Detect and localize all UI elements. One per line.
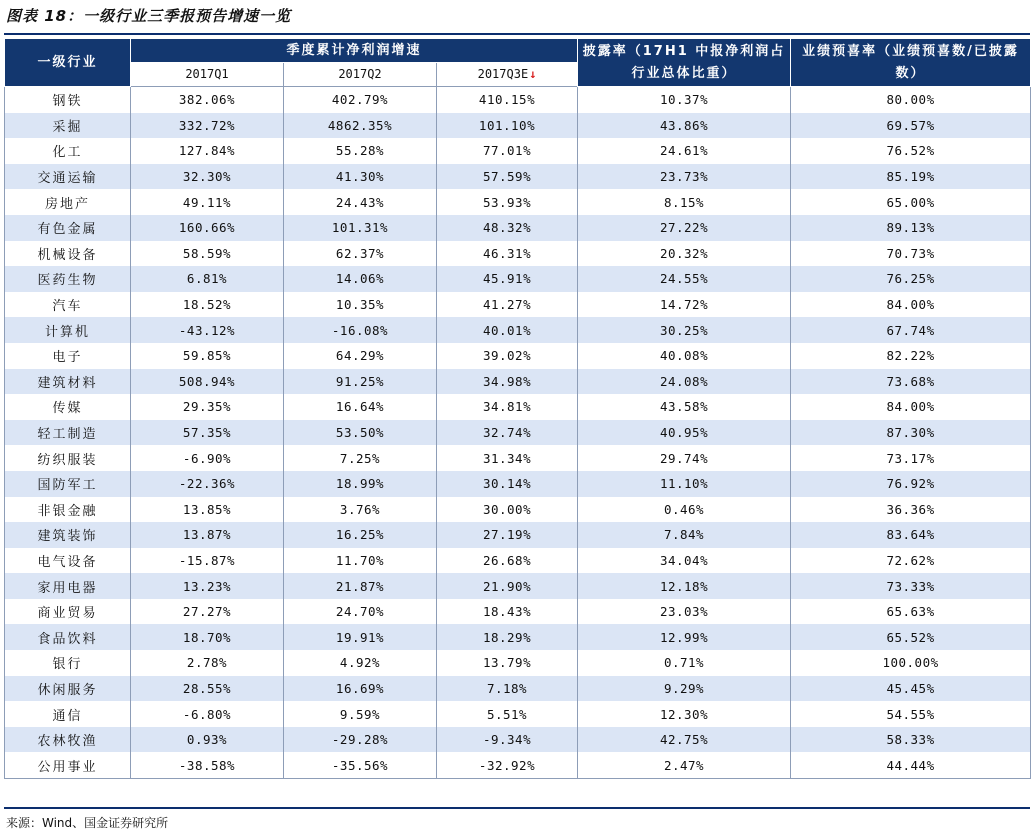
disclosure-rate-cell: 20.32% bbox=[578, 241, 791, 267]
q1-growth-cell: 18.52% bbox=[131, 292, 284, 318]
table-row bbox=[5, 445, 1031, 471]
industry-name-cell: 化工 bbox=[5, 138, 131, 164]
q2-growth-cell: 11.70% bbox=[284, 548, 437, 574]
q2-growth-cell: 3.76% bbox=[284, 497, 437, 523]
q2-growth-cell: -29.28% bbox=[284, 727, 437, 753]
industry-name-cell: 轻工制造 bbox=[5, 420, 131, 446]
q1-growth-cell: 13.23% bbox=[131, 573, 284, 599]
table-row bbox=[5, 394, 1031, 420]
q2-growth-cell: 402.79% bbox=[284, 87, 437, 113]
positive-rate-cell: 73.17% bbox=[791, 445, 1031, 471]
industry-name-cell: 公用事业 bbox=[5, 752, 131, 778]
disclosure-rate-cell: 0.46% bbox=[578, 497, 791, 523]
header-disclosure-rate: 披露率（17H1 中报净利润占行业总体比重） bbox=[578, 39, 791, 87]
industry-name-cell: 纺织服装 bbox=[5, 445, 131, 471]
disclosure-rate-cell: 0.71% bbox=[578, 650, 791, 676]
q3e-growth-cell: 7.18% bbox=[437, 676, 578, 702]
positive-rate-cell: 69.57% bbox=[791, 113, 1031, 139]
positive-rate-cell: 36.36% bbox=[791, 497, 1031, 523]
disclosure-rate-cell: 42.75% bbox=[578, 727, 791, 753]
industry-name-cell: 电气设备 bbox=[5, 548, 131, 574]
q3e-growth-cell: 32.74% bbox=[437, 420, 578, 446]
positive-rate-cell: 85.19% bbox=[791, 164, 1031, 190]
table-row bbox=[5, 266, 1031, 292]
q2-growth-cell: 53.50% bbox=[284, 420, 437, 446]
q2-growth-cell: 7.25% bbox=[284, 445, 437, 471]
table-row bbox=[5, 317, 1031, 343]
table-row bbox=[5, 138, 1031, 164]
q3e-growth-cell: 30.14% bbox=[437, 471, 578, 497]
table-row bbox=[5, 522, 1031, 548]
table-row bbox=[5, 189, 1031, 215]
industry-name-cell: 建筑材料 bbox=[5, 369, 131, 395]
table-row bbox=[5, 369, 1031, 395]
q3e-growth-cell: 46.31% bbox=[437, 241, 578, 267]
q3e-growth-cell: 77.01% bbox=[437, 138, 578, 164]
figure-title: 图表 18：一级行业三季报预告增速一览 bbox=[6, 7, 292, 25]
disclosure-rate-cell: 40.95% bbox=[578, 420, 791, 446]
table-row bbox=[5, 241, 1031, 267]
q1-growth-cell: -6.90% bbox=[131, 445, 284, 471]
table-row bbox=[5, 701, 1031, 727]
header-growth-group: 季度累计净利润增速 bbox=[131, 39, 578, 63]
q2-growth-cell: -35.56% bbox=[284, 752, 437, 778]
industry-name-cell: 非银金融 bbox=[5, 497, 131, 523]
disclosure-rate-cell: 30.25% bbox=[578, 317, 791, 343]
q3e-growth-cell: 410.15% bbox=[437, 87, 578, 113]
table-row bbox=[5, 420, 1031, 446]
q1-growth-cell: -38.58% bbox=[131, 752, 284, 778]
table-row bbox=[5, 650, 1031, 676]
q1-growth-cell: -15.87% bbox=[131, 548, 284, 574]
q2-growth-cell: 16.25% bbox=[284, 522, 437, 548]
table-row bbox=[5, 676, 1031, 702]
q2-growth-cell: 4862.35% bbox=[284, 113, 437, 139]
q3e-growth-cell: 101.10% bbox=[437, 113, 578, 139]
disclosure-rate-cell: 8.15% bbox=[578, 189, 791, 215]
q3e-growth-cell: 40.01% bbox=[437, 317, 578, 343]
positive-rate-cell: 87.30% bbox=[791, 420, 1031, 446]
positive-rate-cell: 44.44% bbox=[791, 752, 1031, 778]
q3e-growth-cell: 18.29% bbox=[437, 624, 578, 650]
industry-name-cell: 休闲服务 bbox=[5, 676, 131, 702]
q2-growth-cell: 4.92% bbox=[284, 650, 437, 676]
positive-rate-cell: 73.33% bbox=[791, 573, 1031, 599]
q3e-growth-cell: 18.43% bbox=[437, 599, 578, 625]
header-2017q3e[interactable] bbox=[437, 63, 578, 87]
q1-growth-cell: 13.87% bbox=[131, 522, 284, 548]
industry-growth-table bbox=[4, 38, 1031, 779]
disclosure-rate-cell: 23.03% bbox=[578, 599, 791, 625]
q2-growth-cell: 16.64% bbox=[284, 394, 437, 420]
positive-rate-cell: 45.45% bbox=[791, 676, 1031, 702]
table-row bbox=[5, 573, 1031, 599]
q1-growth-cell: 27.27% bbox=[131, 599, 284, 625]
q3e-growth-cell: 57.59% bbox=[437, 164, 578, 190]
q1-growth-cell: 127.84% bbox=[131, 138, 284, 164]
q2-growth-cell: 55.28% bbox=[284, 138, 437, 164]
header-2017q3e-label: 2017Q3E bbox=[477, 67, 529, 81]
industry-name-cell: 国防军工 bbox=[5, 471, 131, 497]
q3e-growth-cell: 21.90% bbox=[437, 573, 578, 599]
positive-rate-cell: 54.55% bbox=[791, 701, 1031, 727]
table-row bbox=[5, 497, 1031, 523]
positive-rate-cell: 76.92% bbox=[791, 471, 1031, 497]
positive-rate-cell: 89.13% bbox=[791, 215, 1031, 241]
table-row bbox=[5, 624, 1031, 650]
q2-growth-cell: 101.31% bbox=[284, 215, 437, 241]
q3e-growth-cell: 27.19% bbox=[437, 522, 578, 548]
q3e-growth-cell: 26.68% bbox=[437, 548, 578, 574]
industry-name-cell: 钢铁 bbox=[5, 87, 131, 113]
positive-rate-cell: 70.73% bbox=[791, 241, 1031, 267]
q1-growth-cell: 160.66% bbox=[131, 215, 284, 241]
positive-rate-cell: 72.62% bbox=[791, 548, 1031, 574]
q3e-growth-cell: 41.27% bbox=[437, 292, 578, 318]
header-2017q2: 2017Q2 bbox=[284, 63, 437, 87]
q3e-growth-cell: 39.02% bbox=[437, 343, 578, 369]
q1-growth-cell: 382.06% bbox=[131, 87, 284, 113]
q2-growth-cell: 14.06% bbox=[284, 266, 437, 292]
q1-growth-cell: 332.72% bbox=[131, 113, 284, 139]
q1-growth-cell: 57.35% bbox=[131, 420, 284, 446]
q2-growth-cell: 24.43% bbox=[284, 189, 437, 215]
industry-name-cell: 银行 bbox=[5, 650, 131, 676]
disclosure-rate-cell: 12.30% bbox=[578, 701, 791, 727]
industry-name-cell: 医药生物 bbox=[5, 266, 131, 292]
positive-rate-cell: 67.74% bbox=[791, 317, 1031, 343]
industry-name-cell: 传媒 bbox=[5, 394, 131, 420]
q2-growth-cell: -16.08% bbox=[284, 317, 437, 343]
table-row bbox=[5, 752, 1031, 778]
disclosure-rate-cell: 23.73% bbox=[578, 164, 791, 190]
positive-rate-cell: 65.00% bbox=[791, 189, 1031, 215]
positive-rate-cell: 82.22% bbox=[791, 343, 1031, 369]
q3e-growth-cell: -32.92% bbox=[437, 752, 578, 778]
table-row bbox=[5, 87, 1031, 113]
q1-growth-cell: 28.55% bbox=[131, 676, 284, 702]
q3e-growth-cell: 34.81% bbox=[437, 394, 578, 420]
positive-rate-cell: 73.68% bbox=[791, 369, 1031, 395]
industry-name-cell: 采掘 bbox=[5, 113, 131, 139]
q2-growth-cell: 9.59% bbox=[284, 701, 437, 727]
positive-rate-cell: 65.52% bbox=[791, 624, 1031, 650]
sort-down-arrow-icon: ↓ bbox=[529, 67, 537, 81]
q2-growth-cell: 64.29% bbox=[284, 343, 437, 369]
positive-rate-cell: 80.00% bbox=[791, 87, 1031, 113]
positive-rate-cell: 76.52% bbox=[791, 138, 1031, 164]
industry-name-cell: 家用电器 bbox=[5, 573, 131, 599]
q1-growth-cell: 6.81% bbox=[131, 266, 284, 292]
industry-name-cell: 建筑装饰 bbox=[5, 522, 131, 548]
disclosure-rate-cell: 12.18% bbox=[578, 573, 791, 599]
disclosure-rate-cell: 11.10% bbox=[578, 471, 791, 497]
disclosure-rate-cell: 12.99% bbox=[578, 624, 791, 650]
positive-rate-cell: 84.00% bbox=[791, 394, 1031, 420]
disclosure-rate-cell: 2.47% bbox=[578, 752, 791, 778]
q3e-growth-cell: 30.00% bbox=[437, 497, 578, 523]
disclosure-rate-cell: 24.55% bbox=[578, 266, 791, 292]
disclosure-rate-cell: 24.08% bbox=[578, 369, 791, 395]
q1-growth-cell: 13.85% bbox=[131, 497, 284, 523]
table-body bbox=[5, 87, 1031, 779]
table-row bbox=[5, 164, 1031, 190]
q2-growth-cell: 10.35% bbox=[284, 292, 437, 318]
positive-rate-cell: 84.00% bbox=[791, 292, 1031, 318]
table-row bbox=[5, 113, 1031, 139]
positive-rate-cell: 58.33% bbox=[791, 727, 1031, 753]
industry-name-cell: 房地产 bbox=[5, 189, 131, 215]
table-row bbox=[5, 292, 1031, 318]
q1-growth-cell: 2.78% bbox=[131, 650, 284, 676]
disclosure-rate-cell: 29.74% bbox=[578, 445, 791, 471]
industry-name-cell: 有色金属 bbox=[5, 215, 131, 241]
q3e-growth-cell: 34.98% bbox=[437, 369, 578, 395]
disclosure-rate-cell: 34.04% bbox=[578, 548, 791, 574]
disclosure-rate-cell: 40.08% bbox=[578, 343, 791, 369]
bottom-rule bbox=[4, 807, 1030, 809]
q2-growth-cell: 16.69% bbox=[284, 676, 437, 702]
disclosure-rate-cell: 9.29% bbox=[578, 676, 791, 702]
header-positive-rate: 业绩预喜率（业绩预喜数/已披露数） bbox=[791, 39, 1031, 87]
source-note: 来源：Wind、国金证券研究所 bbox=[6, 816, 169, 830]
table-row bbox=[5, 343, 1031, 369]
q2-growth-cell: 41.30% bbox=[284, 164, 437, 190]
title-rule bbox=[4, 33, 1030, 35]
q3e-growth-cell: 31.34% bbox=[437, 445, 578, 471]
positive-rate-cell: 100.00% bbox=[791, 650, 1031, 676]
header-2017q1: 2017Q1 bbox=[131, 63, 284, 87]
industry-name-cell: 农林牧渔 bbox=[5, 727, 131, 753]
positive-rate-cell: 83.64% bbox=[791, 522, 1031, 548]
table-row bbox=[5, 599, 1031, 625]
disclosure-rate-cell: 43.58% bbox=[578, 394, 791, 420]
industry-name-cell: 计算机 bbox=[5, 317, 131, 343]
disclosure-rate-cell: 43.86% bbox=[578, 113, 791, 139]
q1-growth-cell: -6.80% bbox=[131, 701, 284, 727]
positive-rate-cell: 65.63% bbox=[791, 599, 1031, 625]
q3e-growth-cell: 45.91% bbox=[437, 266, 578, 292]
q2-growth-cell: 62.37% bbox=[284, 241, 437, 267]
q1-growth-cell: 29.35% bbox=[131, 394, 284, 420]
q2-growth-cell: 19.91% bbox=[284, 624, 437, 650]
q2-growth-cell: 91.25% bbox=[284, 369, 437, 395]
q1-growth-cell: 49.11% bbox=[131, 189, 284, 215]
industry-name-cell: 通信 bbox=[5, 701, 131, 727]
header-industry: 一级行业 bbox=[5, 39, 131, 87]
industry-name-cell: 汽车 bbox=[5, 292, 131, 318]
q2-growth-cell: 21.87% bbox=[284, 573, 437, 599]
industry-name-cell: 电子 bbox=[5, 343, 131, 369]
q3e-growth-cell: 13.79% bbox=[437, 650, 578, 676]
table-row bbox=[5, 215, 1031, 241]
disclosure-rate-cell: 24.61% bbox=[578, 138, 791, 164]
q1-growth-cell: 508.94% bbox=[131, 369, 284, 395]
table-row bbox=[5, 548, 1031, 574]
table-row bbox=[5, 727, 1031, 753]
table-row bbox=[5, 471, 1031, 497]
q1-growth-cell: -22.36% bbox=[131, 471, 284, 497]
industry-name-cell: 食品饮料 bbox=[5, 624, 131, 650]
q1-growth-cell: 59.85% bbox=[131, 343, 284, 369]
q3e-growth-cell: -9.34% bbox=[437, 727, 578, 753]
q1-growth-cell: 58.59% bbox=[131, 241, 284, 267]
disclosure-rate-cell: 14.72% bbox=[578, 292, 791, 318]
q1-growth-cell: 18.70% bbox=[131, 624, 284, 650]
q3e-growth-cell: 48.32% bbox=[437, 215, 578, 241]
q2-growth-cell: 18.99% bbox=[284, 471, 437, 497]
industry-name-cell: 交通运输 bbox=[5, 164, 131, 190]
q1-growth-cell: 32.30% bbox=[131, 164, 284, 190]
disclosure-rate-cell: 27.22% bbox=[578, 215, 791, 241]
disclosure-rate-cell: 10.37% bbox=[578, 87, 791, 113]
q1-growth-cell: 0.93% bbox=[131, 727, 284, 753]
industry-name-cell: 商业贸易 bbox=[5, 599, 131, 625]
q1-growth-cell: -43.12% bbox=[131, 317, 284, 343]
positive-rate-cell: 76.25% bbox=[791, 266, 1031, 292]
industry-name-cell: 机械设备 bbox=[5, 241, 131, 267]
disclosure-rate-cell: 7.84% bbox=[578, 522, 791, 548]
q3e-growth-cell: 53.93% bbox=[437, 189, 578, 215]
q2-growth-cell: 24.70% bbox=[284, 599, 437, 625]
q3e-growth-cell: 5.51% bbox=[437, 701, 578, 727]
